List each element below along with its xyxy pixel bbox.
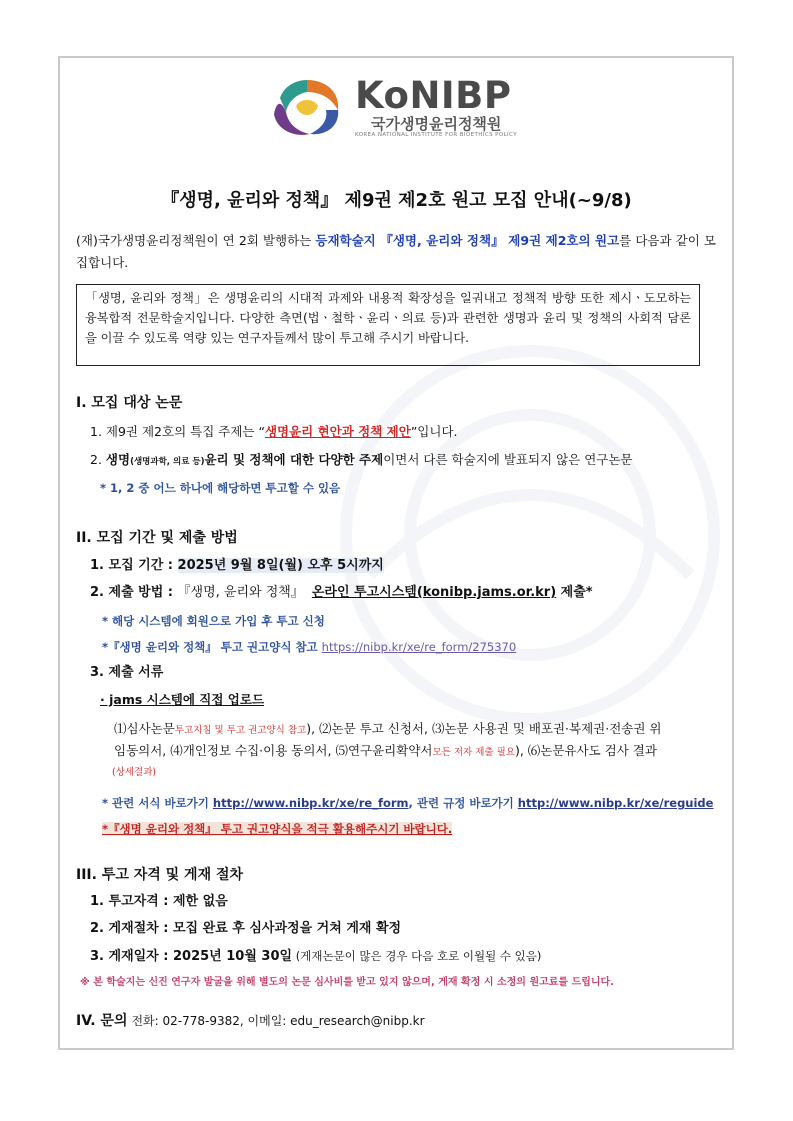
item2-d: 이면서 다른 학술지에 발표되지 않은 연구논문 xyxy=(383,452,633,467)
emphasis-note xyxy=(102,818,452,840)
reguide-url[interactable]: http://www.nibp.kr/xe/reguide xyxy=(517,796,714,810)
section2-heading: II. 모집 기간 및 제출 방법 xyxy=(76,530,238,546)
special-topic: 생명윤리 현안과 정책 제안 xyxy=(264,424,411,439)
watermark-logo-icon xyxy=(330,335,730,735)
section3-note: ※ 본 학술지는 신진 연구자 발굴을 위해 별도의 논문 심사비를 받고 있지 않으며, 게재 확정 시 소정의 원고료를 드립니다. xyxy=(80,977,615,988)
period-label: 1. 모집 기간 : xyxy=(90,558,178,573)
section3-item3 xyxy=(90,945,541,968)
journal-description-box: 「생명, 윤리와 정책」은 생명윤리의 시대적 과제와 내용적 확장성을 일궈내고 정책적 방향 또한 제시ㆍ도모하는 융복합적 전문학술지입니다. 다양한 측면(법ㆍ철학ㆍ윤리ㆍ의료 등)과 관련한 생명과 윤리 및 정책의 사회적 담론을 이끌 수 있도록 역량 있는 연구자들께서 많이 투고해 주시기 바랍니다. xyxy=(76,284,700,366)
section4 xyxy=(76,1010,425,1032)
logo-english-name: KOREA NATIONAL INSTITUTE FOR BIOETHICS POLICY xyxy=(355,132,517,138)
section2-docs-label: 3. 제출 서류 xyxy=(90,665,164,680)
docs-l1b: 투고지침 및 투고 권고양식 참고 xyxy=(174,725,307,736)
intro-text: (재)국가생명윤리정책원이 연 2회 발행하는 xyxy=(76,233,316,248)
method-system-link[interactable]: 온라인 투고시스템(konibp.jams.or.kr) xyxy=(311,585,557,600)
jams-upload: · jams 시스템에 직접 업로드 xyxy=(100,692,265,707)
re-form-url[interactable]: http://www.nibp.kr/xe/re_form xyxy=(212,796,409,810)
section3-heading: III. 투고 자격 및 게재 절차 xyxy=(76,867,244,883)
docs-l2a: 임동의서, ⑷개인정보 수집·이용 동의서, ⑸연구윤리확약서 xyxy=(114,743,433,758)
konibp-emblem-icon xyxy=(270,76,344,140)
section3-item1: 1. 투고자격 : 제한 없음 xyxy=(90,894,228,909)
docs-l2c: ), ⑹논문유사도 검사 결과 xyxy=(514,743,657,758)
section2-period xyxy=(90,555,384,577)
links-mid: , 관련 규정 바로가기 xyxy=(408,796,518,810)
docs-line2 xyxy=(114,740,657,764)
item2-b: (생명과학, 의료 등) xyxy=(130,457,205,467)
docs-l1a: ⑴심사논문 xyxy=(114,721,175,736)
logo-korean-name: 국가생명윤리정책원 xyxy=(371,115,502,133)
item2-num: 2. xyxy=(90,452,106,467)
section4-heading: IV. 문의 xyxy=(76,1013,128,1029)
konibp-logo xyxy=(270,76,530,140)
emphasis-text: *『생명 윤리와 정책』 투고 권고양식을 적극 활용해주시기 바랍니다. xyxy=(102,822,453,836)
item1-text-end: ”입니다. xyxy=(410,424,458,439)
section2-note1: * 해당 시스템에 회원으로 가입 후 투고 신청 xyxy=(102,614,325,628)
section1-heading: I. 모집 대상 논문 xyxy=(76,395,183,411)
intro-text-end: 를 다음과 같이 모집합니다. xyxy=(76,233,716,270)
page-title: 『생명, 윤리와 정책』 제9권 제2호 원고 모집 안내(~9/8) xyxy=(161,190,632,211)
logo-wordmark: KoNIBP xyxy=(355,74,512,117)
item2-a: 생명 xyxy=(105,452,131,467)
section1-note: * 1, 2 중 어느 하나에 해당하면 투고할 수 있음 xyxy=(100,481,341,495)
links-pre: * 관련 서식 바로가기 xyxy=(102,796,213,810)
method-post: 제출* xyxy=(556,585,593,600)
section2-method xyxy=(90,582,593,604)
intro-journal: 등재학술지 『생명, 윤리와 정책』 제9권 제2호의 원고 xyxy=(315,233,620,248)
docs-l1c: ), ⑵논문 투고 신청서, ⑶논문 사용권 및 배포권·복제권·전송권 위 xyxy=(306,721,662,736)
note2-text: *『생명 윤리와 정책』 투고 권고양식 참고 xyxy=(102,640,322,654)
period-value: 2025년 9월 8일(월) 오후 5시까지 xyxy=(177,558,384,573)
item2-c: 윤리 및 정책에 대한 다양한 주제 xyxy=(204,452,384,467)
re-form-link[interactable]: https://nibp.kr/xe/re_form/275370 xyxy=(321,640,517,654)
intro-paragraph xyxy=(76,230,716,274)
section1-item1 xyxy=(90,421,458,443)
contact-info: 전화: 02-778-9382, 이메일: edu_research@nibp.kr xyxy=(131,1014,425,1028)
related-links xyxy=(102,792,713,814)
item3-label: 3. 게재일자 : 2025년 10월 30일 xyxy=(90,949,293,964)
method-journal: 『생명, 윤리와 정책』 xyxy=(177,585,304,600)
item3-note: (게재논문이 많은 경우 다음 호로 이월될 수 있음) xyxy=(292,949,542,963)
section1-item2 xyxy=(90,449,633,473)
docs-line3: (상세결과) xyxy=(112,767,157,778)
item1-text: 1. 제9권 제2호의 특집 주제는 “ xyxy=(90,424,265,439)
docs-l2b: 모든 저자 제출 필요 xyxy=(432,747,515,758)
section2-note2 xyxy=(102,636,516,658)
section3-item2: 2. 게재절차 : 모집 완료 후 심사과정을 거쳐 게재 확정 xyxy=(90,921,402,936)
method-label: 2. 제출 방법 : xyxy=(90,585,178,600)
docs-line1 xyxy=(114,718,662,742)
